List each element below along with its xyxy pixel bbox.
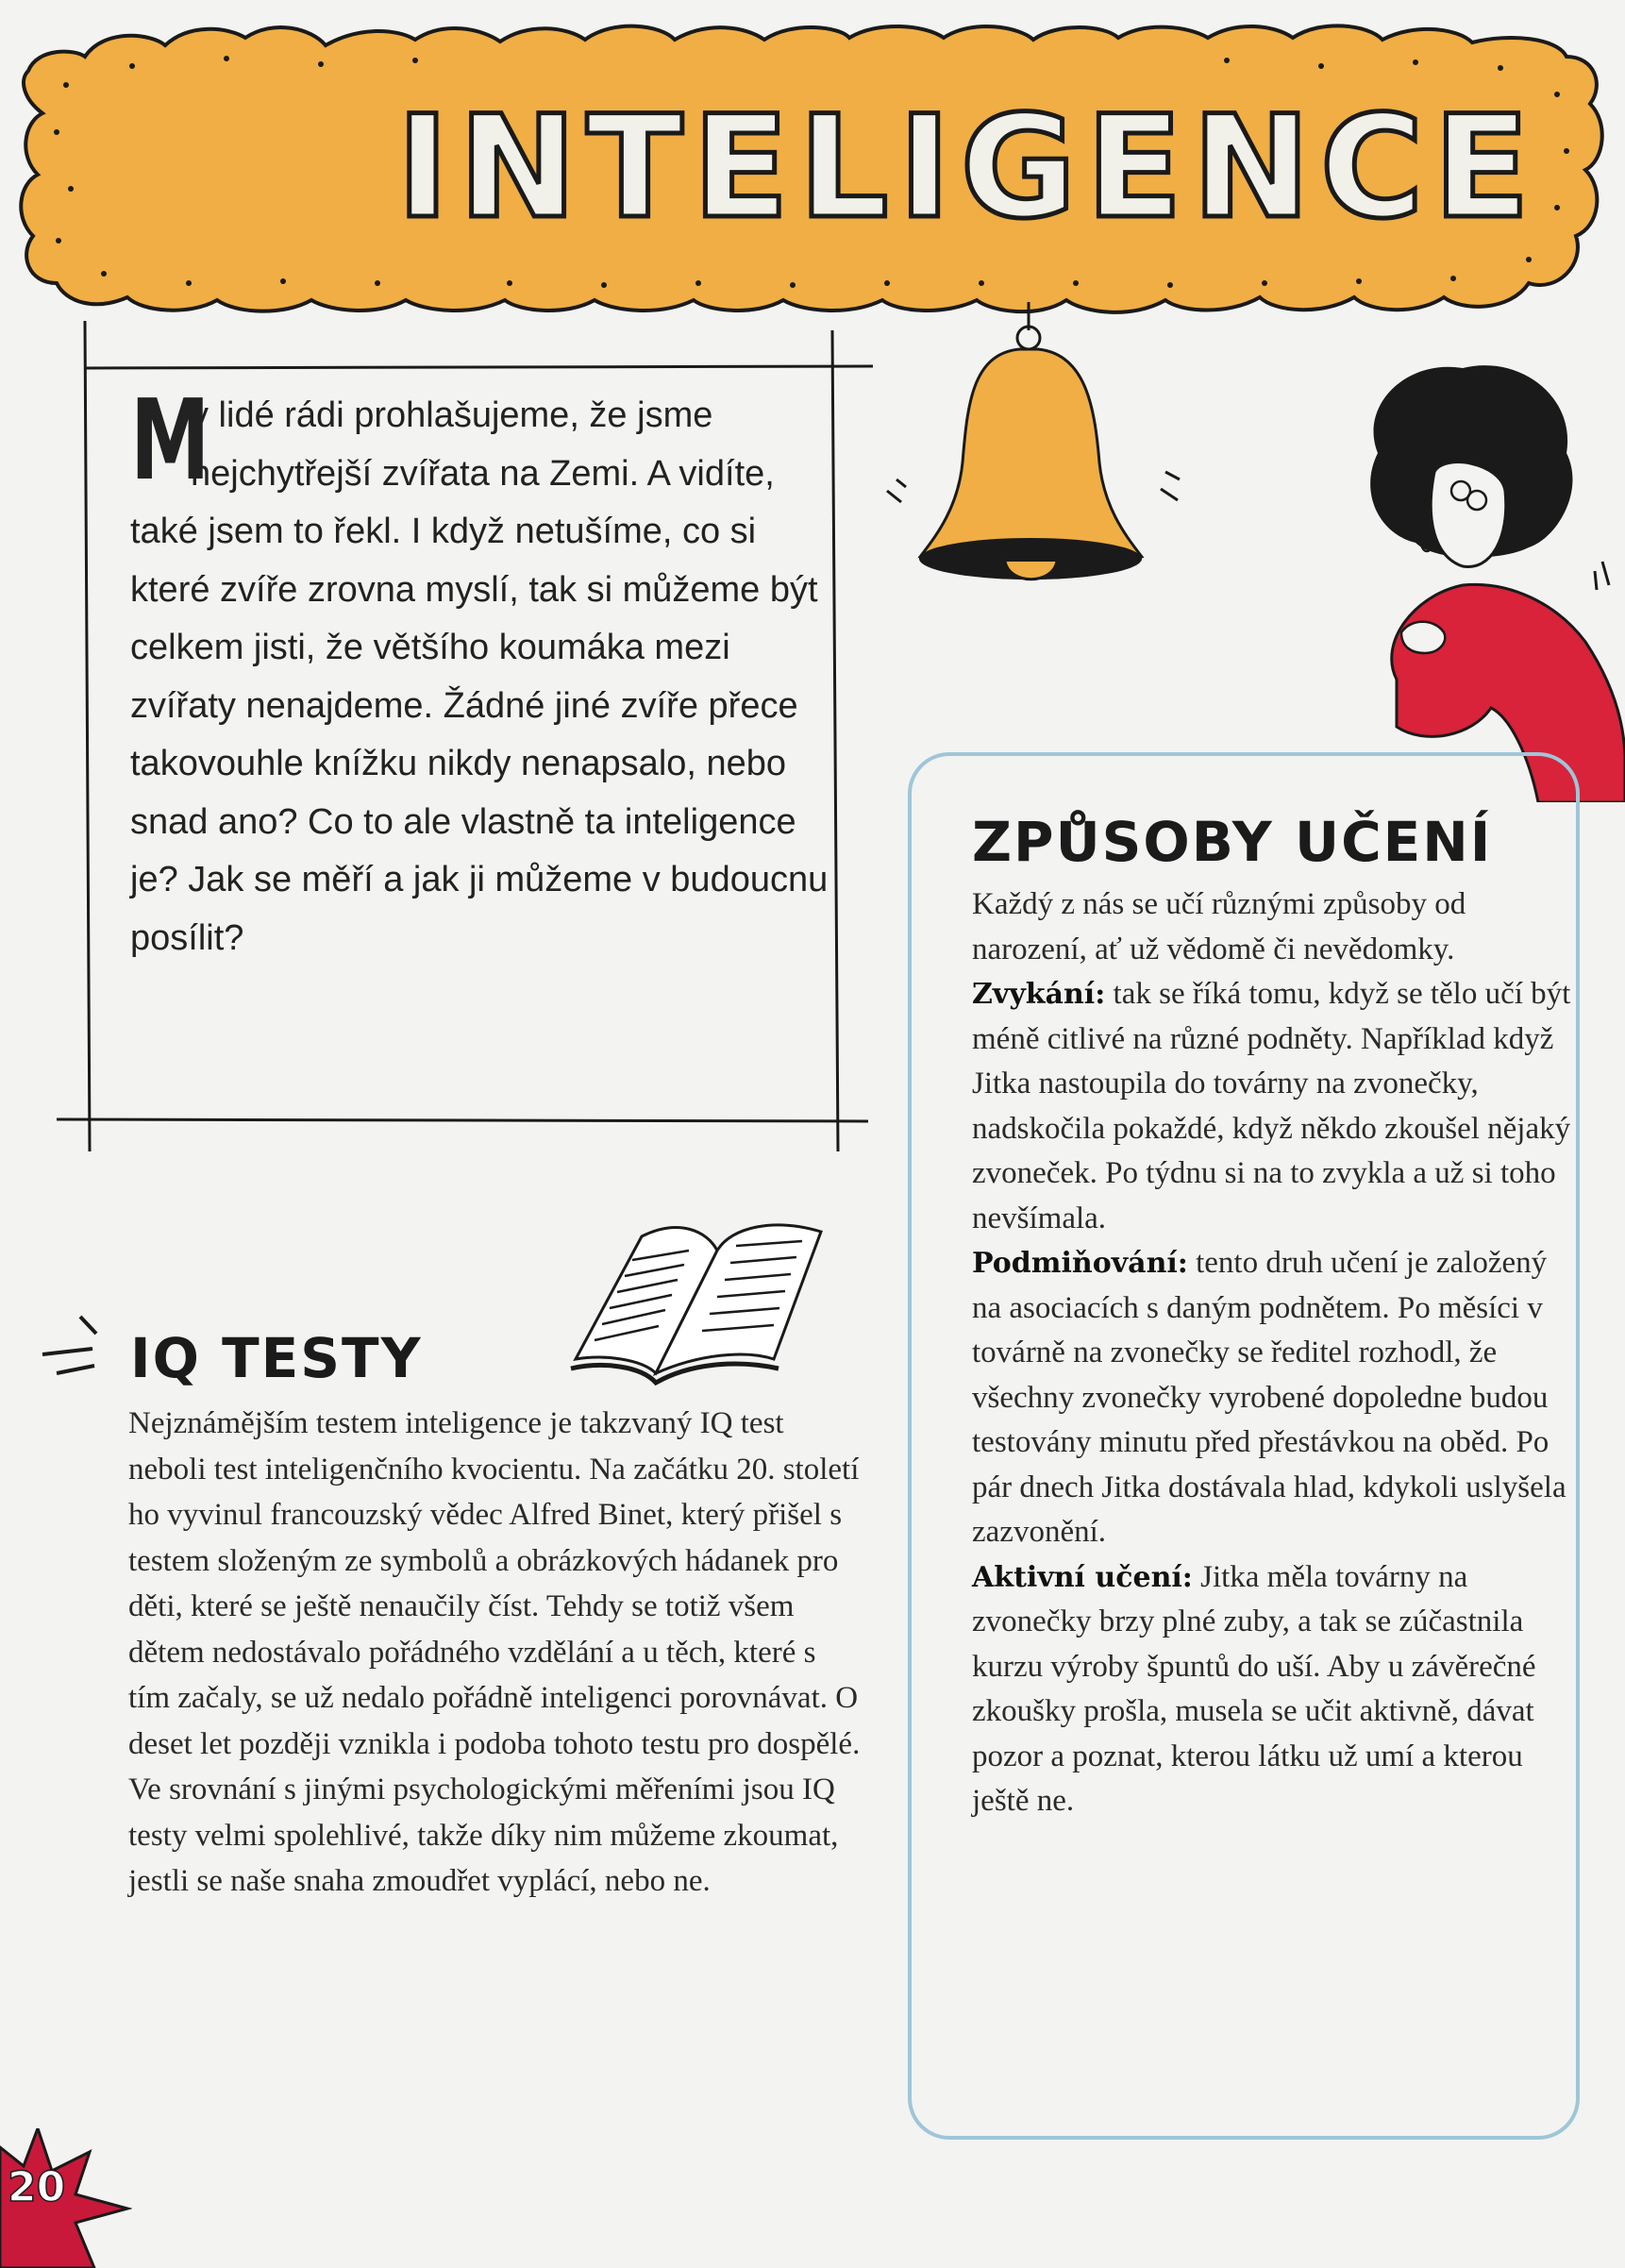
learning-term: Zvykání: xyxy=(972,978,1106,1011)
learning-text: tento druh učení je založený na asociacích s daným podnětem. Po měsíci v továrně na zvonečky se ředitel rozhodl, že všechny zvonečky vyrobené dopoledne budou testovány minutu před přestávkou na oběd. Po pár dnech Jitka dostávala hlad, kdykoli uslyšela zazvonění. xyxy=(972,1246,1566,1549)
learning-item xyxy=(972,972,1576,1241)
iq-heading: IQ TESTY xyxy=(130,1326,423,1390)
learning-heading: ZPŮSOBY UČENÍ xyxy=(972,810,1493,874)
learning-term: Podmiňování: xyxy=(972,1247,1188,1280)
page-number: 20 xyxy=(8,2163,66,2211)
intro-body: y lidé rádi prohlašujeme, že jsme nejchytřejší zvířata na Zemi. A vidíte, také jsem to řekl. I když netušíme, co si které zvíře zrovna myslí, tak si můžeme být celkem jisti, že většího koumáka mezi zvířaty nenajdeme. Žádné jiné zvíře přece takovouhle knížku nikdy nenapsalo, nebo snad ano? Co to ale vlastně ta inteligence je? Jak se měří a jak ji můžeme v budoucnu posílit? xyxy=(130,395,829,958)
iq-body: Nejznámějším testem inteligence je takzvaný IQ test neboli test inteligenčního kvocientu. Na začátku 20. století ho vyvinul francouzský vědec Alfred Binet, který přišel s testem složeným ze symbolů a obrázkových hádanek pro děti, které se ještě nenaučily číst. Tehdy se totiž všem dětem nedostávalo pořádného vzdělání a u těch, které s tím začaly, se už nedalo pořádně inteligenci porovnávat. O deset let později vznikla i podoba tohoto testu pro dospělé. Ve srovnání s jinými psychologickými měřeními jsou IQ testy velmi spolehlivé, takže díky nim můžeme zkoumat, jestli se naše snaha zmoudřet vyplácí, nebo ne. xyxy=(128,1406,861,1898)
learning-body xyxy=(972,882,1576,1824)
bell-icon xyxy=(878,302,1208,613)
page-title: INTELIGENCE xyxy=(396,86,1540,250)
emphasis-lines-icon xyxy=(38,1307,113,1392)
learning-term: Aktivní učení: xyxy=(972,1560,1193,1594)
learning-item xyxy=(972,1241,1576,1555)
person-illustration xyxy=(1321,359,1625,802)
learning-text: tak se říká tomu, když se tělo učí být méně citlivé na různé podněty. Například když Jitka nastoupila do továrny na zvonečky, nadskočila pokaždé, když někdo zkoušel nějaký zvoneček. Po týdnu si na to zvykla a už si toho nevšímala. xyxy=(972,977,1571,1235)
intro-text xyxy=(130,375,829,967)
learning-intro: Každý z nás se učí různými způsoby od narození, ať už vědomě či nevědomky. xyxy=(972,887,1466,966)
learning-text: Jitka měla továrny na zvonečky brzy plné zuby, a tak se zúčastnila kurzu výroby špuntů do uší. Aby u závěrečné zkoušky prošla, musela se učit aktivně, dávat pozor a poznat, kterou látku už umí a kterou ještě ne. xyxy=(972,1559,1536,1818)
learning-item xyxy=(972,1555,1576,1824)
open-book-icon xyxy=(566,1199,849,1387)
drop-cap: M xyxy=(130,375,210,505)
